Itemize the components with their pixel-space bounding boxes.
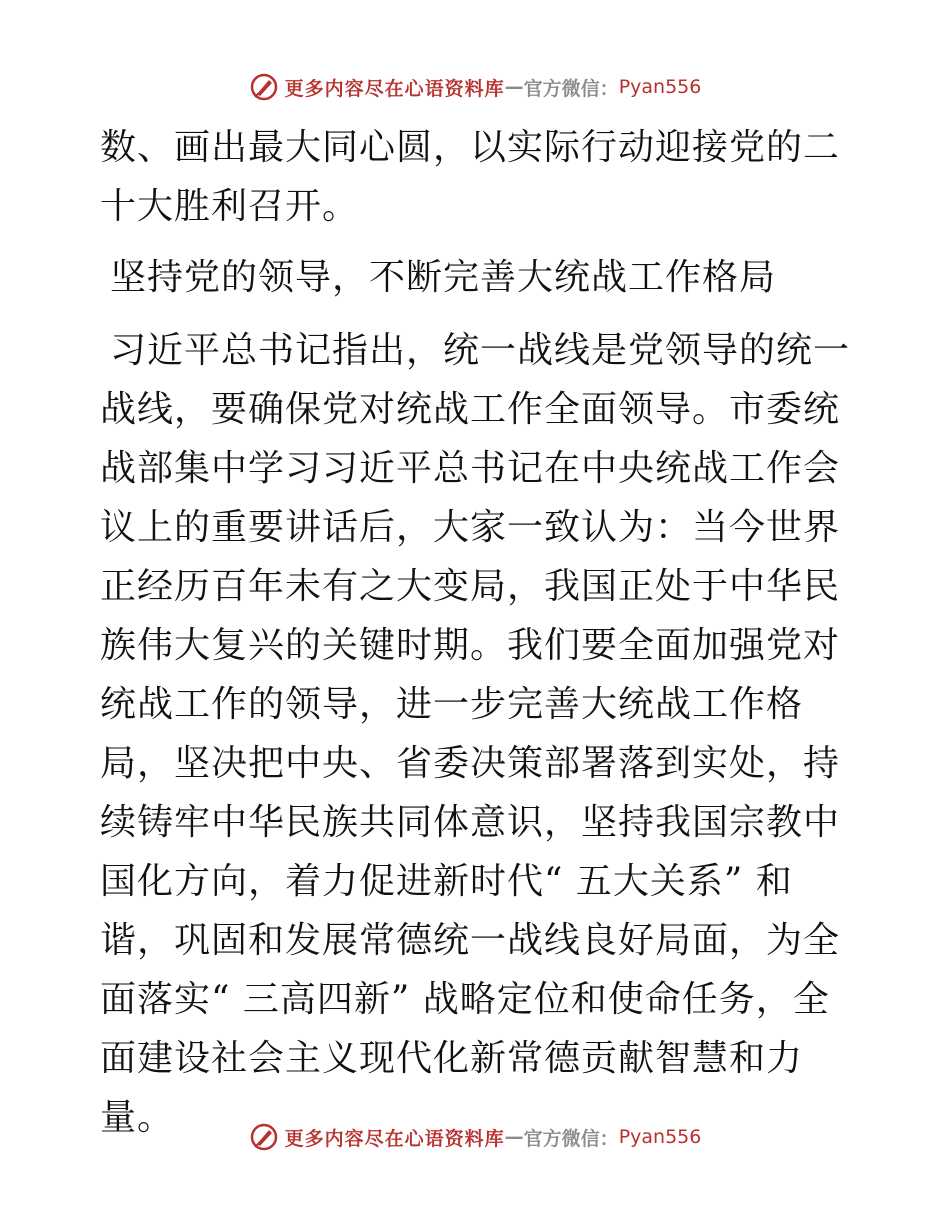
header-watermark xyxy=(0,72,950,102)
quill-logo-icon xyxy=(249,1122,279,1152)
watermark-wechat-id: Pyan556 xyxy=(618,76,702,98)
section-heading: 坚持党的领导，不断完善大统战工作格局 xyxy=(110,257,777,298)
watermark-wechat-label: 官方微信： xyxy=(523,1127,619,1150)
body-paragraph: 习近平总书记指出，统一战线是党领导的统一战线，要确保党对统战工作全面领导。市委统战部集中学习习近平总书记在中央统战工作会议上的重要讲话后，大家一致认为：当今世界正经历百年未有之大变局，我国正处于中华民族伟大复兴的关键时期。我们要全面加强党对统战工作的领导，进一步完善大统战工作格局，坚决把中央、省委决策部署落到实处，持续铸牢中华民族共同体意识，坚持我国宗教中国化方向，着力促进新时代“ 五大关系” 和谐，巩固和发展常德统一战线良好局面，为全面落实“ 三高四新” 战略定位和使命任务，全面建设社会主义现代化新常德贡献智慧和力量。 xyxy=(100,330,851,1138)
document-body xyxy=(100,118,850,1147)
watermark-separator: — xyxy=(504,76,524,98)
watermark-wechat-label: 官方微信： xyxy=(523,77,619,100)
watermark-wechat-id: Pyan556 xyxy=(618,1126,702,1148)
continuation-text: 数、画出最大同心圆，以实际行动迎接党的二十大胜利召开。 xyxy=(100,127,841,227)
watermark-site-text: 更多内容尽在心语资料库 xyxy=(284,1127,505,1150)
quill-logo-icon xyxy=(249,72,279,102)
watermark-separator: — xyxy=(504,1126,524,1148)
footer-watermark xyxy=(0,1122,950,1152)
watermark-site-text: 更多内容尽在心语资料库 xyxy=(284,77,505,100)
